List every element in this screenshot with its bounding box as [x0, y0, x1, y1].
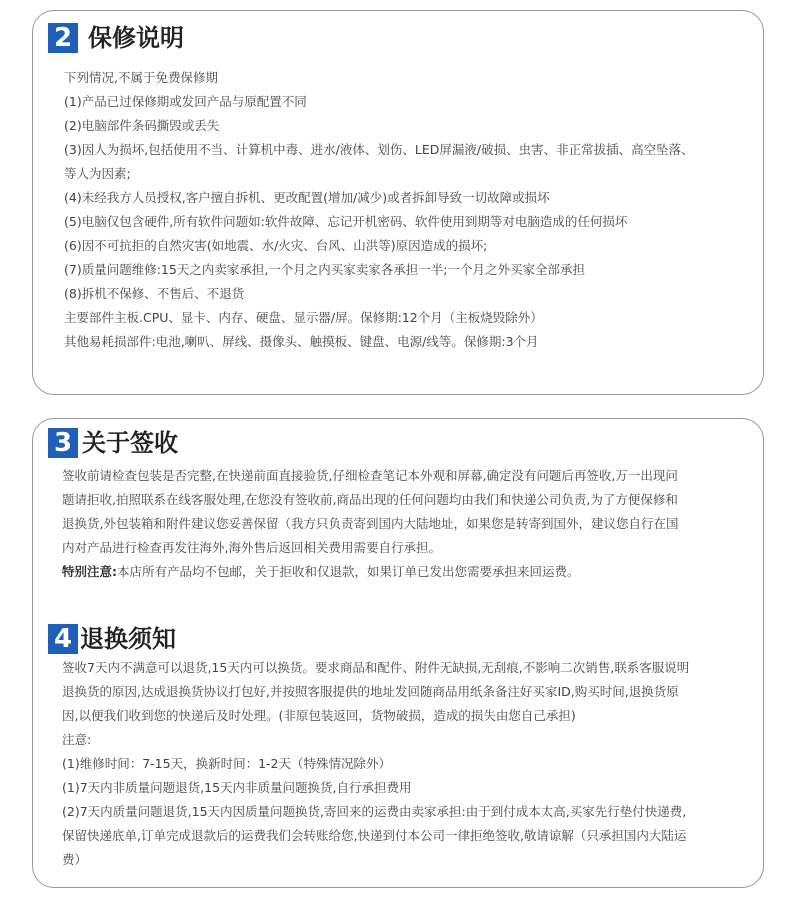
warranty-body [64, 66, 754, 354]
warranty-line: 其他易耗损部件:电池,喇叭、屏线、摄像头、触摸板、键盘、电源/线等。保修期:3个月 [64, 334, 539, 349]
warranty-line: 等人为因素; [64, 166, 131, 181]
receipt-line: 签收前请检查包装是否完整,在快递前面直接验货,仔细检查笔记本外观和屏幕,确定没有问题后再签收,万一出现问 [62, 468, 678, 483]
receipt-body [62, 464, 754, 584]
warranty-line: 主要部件主板.CPU、显卡、内存、硬盘、显示器/屏。保修期:12个月（主板烧毁除外） [64, 310, 543, 325]
warranty-line: (7)质量问题维修:15天之内卖家承担,一个月之内买家卖家各承担一半;一个月之外买家全部承担 [64, 262, 586, 277]
warranty-line: (5)电脑仅包含硬件,所有软件问题如:软件故障、忘记开机密码、软件使用到期等对电脑造成的任何损坏 [64, 214, 628, 229]
returns-line: 注意: [62, 732, 92, 747]
receipt-title: 关于签收 [82, 429, 178, 457]
receipt-line: 退换货,外包装箱和附件建议您妥善保留（我方只负责寄到国内大陆地址，如果您是转寄到国外，建议您自行在国 [62, 516, 679, 531]
returns-line: 保留快递底单,订单完成退款后的运费我们会转账给您,快递到付本公司一律拒绝签收,敬请谅解（只承担国内大陆运 [62, 828, 687, 843]
returns-line: 签收7天内不满意可以退货,15天内可以换货。要求商品和配件、附件无缺损,无刮痕,不影响二次销售,联系客服说明 [62, 660, 690, 675]
warranty-line: (2)电脑部件条码撕毁或丢失 [64, 118, 220, 133]
warranty-title: 保修说明 [88, 24, 184, 52]
receipt-heading [48, 428, 178, 458]
receipt-number-badge: 3 [48, 428, 78, 458]
special-notice-text: 本店所有产品均不包邮，关于拒收和仅退款，如果订单已发出您需要承担来回运费。 [117, 564, 580, 579]
returns-heading [48, 624, 176, 654]
returns-body [62, 656, 754, 872]
returns-line: 因,以便我们收到您的快递后及时处理。(非原包装返回，货物破损，造成的损失由您自己承担) [62, 708, 576, 723]
special-notice [62, 560, 754, 584]
returns-line: (1)维修时间：7-15天，换新时间：1-2天（特殊情况除外） [62, 756, 391, 771]
returns-line: (2)7天内质量问题退货,15天内因质量问题换货,寄回来的运费由卖家承担:由于到付成本太高,买家先行垫付快递费, [62, 804, 687, 819]
warranty-line: 下列情况,不属于免费保修期 [64, 70, 218, 85]
returns-title: 退换须知 [80, 625, 176, 653]
warranty-line: (1)产品已过保修期或发回产品与原配置不同 [64, 94, 307, 109]
returns-number-badge: 4 [48, 624, 78, 654]
receipt-line: 题请拒收,拍照联系在线客服处理,在您没有签收前,商品出现的任何问题均由我们和快递公司负责,为了方便保修和 [62, 492, 678, 507]
special-notice-label: 特别注意: [62, 564, 117, 579]
warranty-line: (6)因不可抗拒的自然灾害(如地震、水/火灾、台风、山洪等)原因造成的损坏; [64, 238, 488, 253]
warranty-line: (3)因人为损坏,包括使用不当、计算机中毒、进水/液体、划伤、LED屏漏液/破损、虫害、非正常拔插、高空坠落、 [64, 142, 694, 157]
warranty-line: (8)拆机不保修、不售后、不退货 [64, 286, 245, 301]
warranty-heading [48, 23, 184, 53]
returns-line: 退换货的原因,达成退换货协议打包好,并按照客服提供的地址发回随商品用纸条备注好买家ID,购买时间,退换货原 [62, 684, 679, 699]
returns-line: 费） [62, 852, 88, 867]
warranty-number-badge: 2 [48, 23, 78, 53]
receipt-line: 内对产品进行检查再发往海外,海外售后返回相关费用需要自行承担。 [62, 540, 441, 555]
warranty-line: (4)未经我方人员授权,客户擅自拆机、更改配置(增加/减少)或者拆卸导致一切故障或损坏 [64, 190, 550, 205]
returns-line: (1)7天内非质量问题退货,15天内非质量问题换货,自行承担费用 [62, 780, 412, 795]
